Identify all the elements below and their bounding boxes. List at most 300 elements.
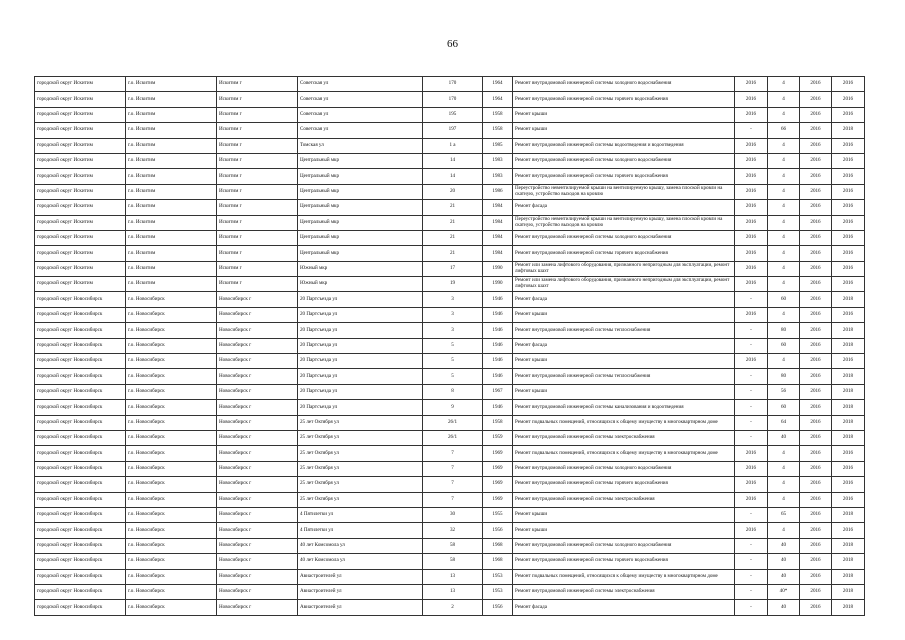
street-cell: 20 Партсъезда ул: [298, 307, 423, 322]
table-row: [35, 307, 865, 322]
settlement-cell: г.о. Новосибирск: [126, 384, 217, 399]
end-year-cell: 2018: [832, 369, 865, 384]
municipality-cell: городской округ Искитим: [35, 92, 126, 107]
build-year-cell: 1946: [483, 292, 513, 307]
house-number-cell: 8: [423, 384, 483, 399]
period-cell: 4: [768, 230, 800, 245]
work-type-cell: Ремонт внутридомовой инженерной системы электроснабжения: [513, 430, 735, 445]
end-year-cell: 2016: [832, 230, 865, 245]
municipality-cell: городской округ Искитим: [35, 107, 126, 122]
work-type-cell: Ремонт внутридомовой инженерной системы горячего водоснабжения: [513, 477, 735, 492]
work-type-cell: Ремонт внутридомовой инженерной системы теплоснабжения: [513, 369, 735, 384]
locality-cell: Новосибирск г: [217, 538, 298, 553]
settlement-cell: г.о. Искитим: [126, 123, 217, 138]
table-row: [35, 277, 865, 292]
street-cell: Южный мкр: [298, 277, 423, 292]
locality-cell: Искитим г: [217, 92, 298, 107]
table-row: [35, 430, 865, 445]
table-row: [35, 92, 865, 107]
plan-year-cell: -: [735, 507, 768, 522]
table-row: [35, 77, 865, 92]
period-cell: 4: [768, 77, 800, 92]
locality-cell: Искитим г: [217, 184, 298, 199]
work-type-cell: Ремонт внутридомовой инженерной системы холодного водоснабжения: [513, 538, 735, 553]
plan-year-cell: 2016: [735, 307, 768, 322]
locality-cell: Искитим г: [217, 215, 298, 230]
locality-cell: Новосибирск г: [217, 569, 298, 584]
end-year-cell: 2016: [832, 200, 865, 215]
locality-cell: Искитим г: [217, 153, 298, 168]
street-cell: 25 лет Октября ул: [298, 446, 423, 461]
period-cell: 4: [768, 523, 800, 538]
municipality-cell: городской округ Новосибирск: [35, 477, 126, 492]
street-cell: 40 лет Комсомола ул: [298, 538, 423, 553]
start-year-cell: 2016: [800, 261, 832, 276]
build-year-cell: 1958: [483, 415, 513, 430]
street-cell: 25 лет Октября ул: [298, 477, 423, 492]
period-cell: 64: [768, 415, 800, 430]
period-cell: 4: [768, 477, 800, 492]
street-cell: 20 Партсъезда ул: [298, 384, 423, 399]
locality-cell: Новосибирск г: [217, 354, 298, 369]
end-year-cell: 2016: [832, 138, 865, 153]
plan-year-cell: -: [735, 123, 768, 138]
settlement-cell: г.о. Новосибирск: [126, 477, 217, 492]
locality-cell: Новосибирск г: [217, 292, 298, 307]
house-number-cell: 5: [423, 338, 483, 353]
plan-year-cell: 2016: [735, 461, 768, 476]
table-row: [35, 338, 865, 353]
table-row: [35, 123, 865, 138]
settlement-cell: г.о. Новосибирск: [126, 523, 217, 538]
house-number-cell: 58: [423, 554, 483, 569]
table-row: [35, 523, 865, 538]
street-cell: Томская ул: [298, 138, 423, 153]
start-year-cell: 2016: [800, 107, 832, 122]
locality-cell: Искитим г: [217, 107, 298, 122]
house-number-cell: 17: [423, 261, 483, 276]
plan-year-cell: 2016: [735, 138, 768, 153]
start-year-cell: 2016: [800, 554, 832, 569]
plan-year-cell: 2016: [735, 477, 768, 492]
period-cell: 4: [768, 277, 800, 292]
settlement-cell: г.о. Искитим: [126, 200, 217, 215]
municipality-cell: городской округ Искитим: [35, 230, 126, 245]
table-row: [35, 554, 865, 569]
municipality-cell: городской округ Новосибирск: [35, 338, 126, 353]
period-cell: 60: [768, 292, 800, 307]
start-year-cell: 2016: [800, 277, 832, 292]
table-row: [35, 538, 865, 553]
work-type-cell: Ремонт подвальных помещений, относящихся к общему имуществу в многоквартирном доме: [513, 569, 735, 584]
house-number-cell: 30: [423, 507, 483, 522]
period-cell: 4: [768, 169, 800, 184]
start-year-cell: 2016: [800, 538, 832, 553]
table-row: [35, 492, 865, 507]
work-type-cell: Ремонт фасада: [513, 600, 735, 615]
period-cell: 4: [768, 307, 800, 322]
house-number-cell: 3: [423, 292, 483, 307]
build-year-cell: 1958: [483, 123, 513, 138]
end-year-cell: 2016: [832, 153, 865, 168]
house-number-cell: 170: [423, 77, 483, 92]
end-year-cell: 2018: [832, 415, 865, 430]
street-cell: 25 лет Октября ул: [298, 492, 423, 507]
street-cell: 25 лет Октября ул: [298, 461, 423, 476]
start-year-cell: 2016: [800, 200, 832, 215]
house-number-cell: 7: [423, 477, 483, 492]
end-year-cell: 2016: [832, 107, 865, 122]
house-number-cell: 13: [423, 569, 483, 584]
start-year-cell: 2016: [800, 584, 832, 599]
house-number-cell: 7: [423, 492, 483, 507]
house-number-cell: 2: [423, 600, 483, 615]
street-cell: 4 Пятилетки ул: [298, 523, 423, 538]
locality-cell: Новосибирск г: [217, 554, 298, 569]
period-cell: 40: [768, 430, 800, 445]
locality-cell: Искитим г: [217, 277, 298, 292]
plan-year-cell: 2016: [735, 246, 768, 261]
period-cell: 4: [768, 184, 800, 199]
work-type-cell: Ремонт внутридомовой инженерной системы горячего водоснабжения: [513, 92, 735, 107]
house-number-cell: 21: [423, 246, 483, 261]
work-type-cell: Ремонт внутридомовой инженерной системы канализования и водоотведения: [513, 400, 735, 415]
plan-year-cell: -: [735, 292, 768, 307]
house-number-cell: 20: [423, 184, 483, 199]
municipality-cell: городской округ Новосибирск: [35, 323, 126, 338]
plan-year-cell: 2016: [735, 107, 768, 122]
street-cell: Советская ул: [298, 92, 423, 107]
work-type-cell: Ремонт или замена лифтового оборудования, признанного непригодным для эксплуатации, ремонт лифтовых шахт: [513, 277, 735, 292]
work-type-cell: Ремонт внутридомовой инженерной системы холодного водоснабжения: [513, 230, 735, 245]
build-year-cell: 1946: [483, 307, 513, 322]
settlement-cell: г.о. Новосибирск: [126, 538, 217, 553]
settlement-cell: г.о. Новосибирск: [126, 584, 217, 599]
municipality-cell: городской округ Искитим: [35, 138, 126, 153]
plan-year-cell: -: [735, 338, 768, 353]
table-row: [35, 461, 865, 476]
municipality-cell: городской округ Новосибирск: [35, 569, 126, 584]
build-year-cell: 1968: [483, 554, 513, 569]
end-year-cell: 2016: [832, 77, 865, 92]
start-year-cell: 2016: [800, 492, 832, 507]
start-year-cell: 2016: [800, 400, 832, 415]
table-row: [35, 369, 865, 384]
house-number-cell: 3: [423, 307, 483, 322]
start-year-cell: 2016: [800, 461, 832, 476]
work-type-cell: Переустройство невентилируемой крыши на вентилируемую крышу, замена плоской кровли на скатную, устройство выходов на кровлю: [513, 184, 735, 199]
settlement-cell: г.о. Новосибирск: [126, 400, 217, 415]
table-row: [35, 138, 865, 153]
repair-register-table: [34, 76, 865, 616]
end-year-cell: 2016: [832, 246, 865, 261]
period-cell: 4: [768, 354, 800, 369]
end-year-cell: 2018: [832, 338, 865, 353]
street-cell: 20 Партсъезда ул: [298, 354, 423, 369]
settlement-cell: г.о. Искитим: [126, 277, 217, 292]
street-cell: Центральный мкр: [298, 184, 423, 199]
settlement-cell: г.о. Искитим: [126, 138, 217, 153]
end-year-cell: 2018: [832, 323, 865, 338]
start-year-cell: 2016: [800, 92, 832, 107]
work-type-cell: Ремонт внутридомовой инженерной системы электроснабжения: [513, 584, 735, 599]
municipality-cell: городской округ Искитим: [35, 200, 126, 215]
municipality-cell: городской округ Искитим: [35, 246, 126, 261]
municipality-cell: городской округ Искитим: [35, 277, 126, 292]
house-number-cell: 21: [423, 215, 483, 230]
period-cell: 4: [768, 246, 800, 261]
end-year-cell: 2016: [832, 261, 865, 276]
plan-year-cell: -: [735, 400, 768, 415]
period-cell: 4: [768, 446, 800, 461]
locality-cell: Новосибирск г: [217, 461, 298, 476]
locality-cell: Искитим г: [217, 246, 298, 261]
house-number-cell: 21: [423, 230, 483, 245]
locality-cell: Искитим г: [217, 77, 298, 92]
settlement-cell: г.о. Новосибирск: [126, 430, 217, 445]
street-cell: Авиастроителей ул: [298, 584, 423, 599]
settlement-cell: г.о. Новосибирск: [126, 600, 217, 615]
plan-year-cell: 2016: [735, 184, 768, 199]
table-row: [35, 169, 865, 184]
plan-year-cell: 2016: [735, 492, 768, 507]
plan-year-cell: 2016: [735, 354, 768, 369]
house-number-cell: 26/1: [423, 430, 483, 445]
locality-cell: Новосибирск г: [217, 600, 298, 615]
start-year-cell: 2016: [800, 338, 832, 353]
settlement-cell: г.о. Искитим: [126, 246, 217, 261]
house-number-cell: 197: [423, 123, 483, 138]
street-cell: Центральный мкр: [298, 153, 423, 168]
table-row: [35, 230, 865, 245]
settlement-cell: г.о. Искитим: [126, 92, 217, 107]
plan-year-cell: -: [735, 569, 768, 584]
work-type-cell: Ремонт внутридомовой инженерной системы холодного водоснабжения: [513, 77, 735, 92]
period-cell: 80: [768, 323, 800, 338]
end-year-cell: 2016: [832, 184, 865, 199]
locality-cell: Новосибирск г: [217, 523, 298, 538]
settlement-cell: г.о. Новосибирск: [126, 554, 217, 569]
municipality-cell: городской округ Новосибирск: [35, 430, 126, 445]
work-type-cell: Ремонт фасада: [513, 200, 735, 215]
period-cell: 4: [768, 153, 800, 168]
start-year-cell: 2016: [800, 153, 832, 168]
table-row: [35, 400, 865, 415]
settlement-cell: г.о. Искитим: [126, 107, 217, 122]
locality-cell: Новосибирск г: [217, 507, 298, 522]
plan-year-cell: 2016: [735, 446, 768, 461]
build-year-cell: 1983: [483, 153, 513, 168]
table-row: [35, 354, 865, 369]
municipality-cell: городской округ Новосибирск: [35, 507, 126, 522]
settlement-cell: г.о. Новосибирск: [126, 323, 217, 338]
period-cell: 60: [768, 400, 800, 415]
period-cell: 4: [768, 92, 800, 107]
street-cell: Советская ул: [298, 77, 423, 92]
plan-year-cell: 2016: [735, 230, 768, 245]
end-year-cell: 2016: [832, 461, 865, 476]
municipality-cell: городской округ Искитим: [35, 184, 126, 199]
municipality-cell: городской округ Новосибирск: [35, 538, 126, 553]
municipality-cell: городской округ Новосибирск: [35, 307, 126, 322]
municipality-cell: городской округ Искитим: [35, 153, 126, 168]
house-number-cell: 7: [423, 461, 483, 476]
street-cell: Советская ул: [298, 107, 423, 122]
build-year-cell: 1968: [483, 538, 513, 553]
period-cell: 4: [768, 215, 800, 230]
locality-cell: Новосибирск г: [217, 400, 298, 415]
settlement-cell: г.о. Искитим: [126, 230, 217, 245]
build-year-cell: 1946: [483, 369, 513, 384]
end-year-cell: 2016: [832, 446, 865, 461]
street-cell: Южный мкр: [298, 261, 423, 276]
house-number-cell: 26/1: [423, 415, 483, 430]
build-year-cell: 1985: [483, 138, 513, 153]
street-cell: 40 лет Комсомола ул: [298, 554, 423, 569]
street-cell: 25 лет Октября ул: [298, 430, 423, 445]
plan-year-cell: -: [735, 369, 768, 384]
settlement-cell: г.о. Искитим: [126, 261, 217, 276]
house-number-cell: 5: [423, 369, 483, 384]
start-year-cell: 2016: [800, 292, 832, 307]
municipality-cell: городской округ Искитим: [35, 77, 126, 92]
table-row: [35, 184, 865, 199]
end-year-cell: 2018: [832, 569, 865, 584]
start-year-cell: 2016: [800, 138, 832, 153]
table-row: [35, 415, 865, 430]
locality-cell: Новосибирск г: [217, 323, 298, 338]
start-year-cell: 2016: [800, 446, 832, 461]
period-cell: 4: [768, 138, 800, 153]
plan-year-cell: -: [735, 554, 768, 569]
settlement-cell: г.о. Новосибирск: [126, 507, 217, 522]
build-year-cell: 1984: [483, 200, 513, 215]
plan-year-cell: 2016: [735, 277, 768, 292]
build-year-cell: 1990: [483, 261, 513, 276]
house-number-cell: 3: [423, 323, 483, 338]
house-number-cell: 7: [423, 446, 483, 461]
table-row: [35, 107, 865, 122]
house-number-cell: 195: [423, 107, 483, 122]
start-year-cell: 2016: [800, 430, 832, 445]
locality-cell: Новосибирск г: [217, 415, 298, 430]
period-cell: 40: [768, 569, 800, 584]
build-year-cell: 1969: [483, 446, 513, 461]
work-type-cell: Ремонт внутридомовой инженерной системы горячего водоснабжения: [513, 246, 735, 261]
settlement-cell: г.о. Искитим: [126, 153, 217, 168]
start-year-cell: 2016: [800, 307, 832, 322]
start-year-cell: 2016: [800, 569, 832, 584]
house-number-cell: 5: [423, 354, 483, 369]
end-year-cell: 2018: [832, 400, 865, 415]
period-cell: 4: [768, 461, 800, 476]
settlement-cell: г.о. Новосибирск: [126, 461, 217, 476]
build-year-cell: 1984: [483, 215, 513, 230]
work-type-cell: Ремонт подвальных помещений, относящихся к общему имуществу в многоквартирном доме: [513, 415, 735, 430]
settlement-cell: г.о. Искитим: [126, 169, 217, 184]
start-year-cell: 2016: [800, 323, 832, 338]
locality-cell: Новосибирск г: [217, 584, 298, 599]
work-type-cell: Переустройство невентилируемой крыши на вентилируемую крышу, замена плоской кровли на скатную, устройство выходов на кровлю: [513, 215, 735, 230]
table-row: [35, 446, 865, 461]
house-number-cell: 13: [423, 584, 483, 599]
settlement-cell: г.о. Искитим: [126, 77, 217, 92]
municipality-cell: городской округ Новосибирск: [35, 400, 126, 415]
start-year-cell: 2016: [800, 184, 832, 199]
end-year-cell: 2016: [832, 307, 865, 322]
table-row: [35, 246, 865, 261]
end-year-cell: 2016: [832, 169, 865, 184]
plan-year-cell: -: [735, 584, 768, 599]
municipality-cell: городской округ Новосибирск: [35, 492, 126, 507]
build-year-cell: 1964: [483, 92, 513, 107]
locality-cell: Новосибирск г: [217, 384, 298, 399]
build-year-cell: 1955: [483, 507, 513, 522]
end-year-cell: 2016: [832, 354, 865, 369]
street-cell: 20 Партсъезда ул: [298, 292, 423, 307]
end-year-cell: 2018: [832, 538, 865, 553]
end-year-cell: 2016: [832, 92, 865, 107]
street-cell: 20 Партсъезда ул: [298, 323, 423, 338]
start-year-cell: 2016: [800, 600, 832, 615]
plan-year-cell: -: [735, 323, 768, 338]
municipality-cell: городской округ Новосибирск: [35, 554, 126, 569]
settlement-cell: г.о. Новосибирск: [126, 354, 217, 369]
locality-cell: Новосибирск г: [217, 492, 298, 507]
build-year-cell: 1986: [483, 184, 513, 199]
locality-cell: Новосибирск г: [217, 477, 298, 492]
street-cell: Центральный мкр: [298, 246, 423, 261]
build-year-cell: 1984: [483, 230, 513, 245]
start-year-cell: 2016: [800, 123, 832, 138]
street-cell: 4 Пятилетки ул: [298, 507, 423, 522]
table-row: [35, 600, 865, 615]
house-number-cell: 170: [423, 92, 483, 107]
start-year-cell: 2016: [800, 230, 832, 245]
work-type-cell: Ремонт крыши: [513, 523, 735, 538]
street-cell: Авиастроителей ул: [298, 569, 423, 584]
work-type-cell: Ремонт крыши: [513, 123, 735, 138]
municipality-cell: городской округ Новосибирск: [35, 369, 126, 384]
street-cell: 20 Партсъезда ул: [298, 400, 423, 415]
locality-cell: Новосибирск г: [217, 307, 298, 322]
municipality-cell: городской округ Новосибирск: [35, 584, 126, 599]
locality-cell: Искитим г: [217, 123, 298, 138]
build-year-cell: 1967: [483, 384, 513, 399]
period-cell: 4: [768, 200, 800, 215]
end-year-cell: 2016: [832, 523, 865, 538]
end-year-cell: 2018: [832, 292, 865, 307]
locality-cell: Искитим г: [217, 200, 298, 215]
municipality-cell: городской округ Новосибирск: [35, 354, 126, 369]
work-type-cell: Ремонт крыши: [513, 307, 735, 322]
locality-cell: Искитим г: [217, 261, 298, 276]
locality-cell: Новосибирск г: [217, 446, 298, 461]
municipality-cell: городской округ Новосибирск: [35, 446, 126, 461]
plan-year-cell: 2016: [735, 77, 768, 92]
municipality-cell: городской округ Искитим: [35, 169, 126, 184]
work-type-cell: Ремонт внутридомовой инженерной системы теплоснабжения: [513, 323, 735, 338]
house-number-cell: 1 а: [423, 138, 483, 153]
end-year-cell: 2018: [832, 507, 865, 522]
work-type-cell: Ремонт фасада: [513, 338, 735, 353]
house-number-cell: 58: [423, 538, 483, 553]
street-cell: 20 Партсъезда ул: [298, 338, 423, 353]
locality-cell: Новосибирск г: [217, 430, 298, 445]
settlement-cell: г.о. Искитим: [126, 184, 217, 199]
plan-year-cell: 2016: [735, 215, 768, 230]
settlement-cell: г.о. Новосибирск: [126, 415, 217, 430]
